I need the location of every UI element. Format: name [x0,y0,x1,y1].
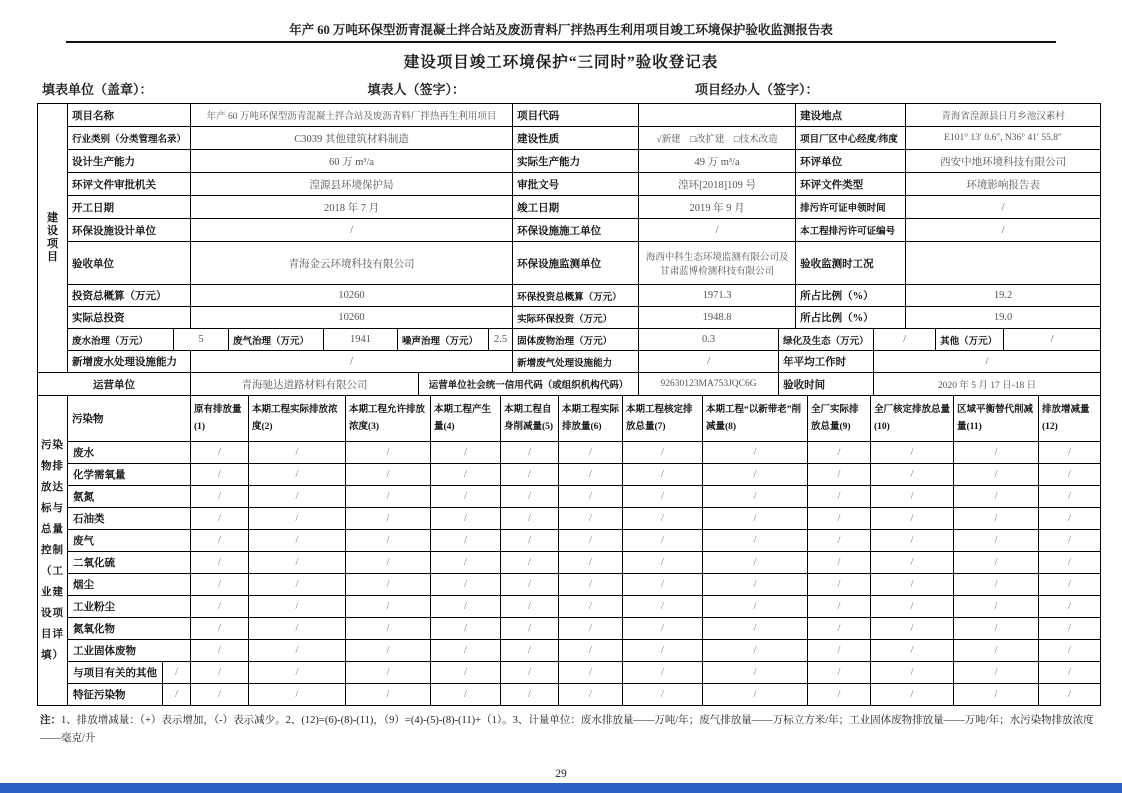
pollutant-name: 二氧化硫 [68,552,191,574]
pollutant-value: / [249,574,346,596]
field-label: 环保设施设计单位 [68,219,191,242]
field-label: 开工日期 [68,196,191,219]
pollutant-name: 废水 [68,442,191,464]
pollutant-value: / [703,618,808,640]
pollutant-value: / [431,464,501,486]
pollutant-value: / [871,442,954,464]
pollutant-value: / [703,684,808,706]
field-value: 10260 [191,285,513,307]
pollutant-value: / [871,530,954,552]
pollutant-value: / [501,464,559,486]
pollutant-value: / [808,618,871,640]
field-value: 环境影响报告表 [906,173,1101,196]
pollutant-value: / [431,530,501,552]
field-value: 1941 [324,329,398,351]
pollutant-value: / [954,640,1039,662]
pollutant-value: / [954,684,1039,706]
pollutant-value: / [1039,442,1101,464]
field-value: 10260 [191,307,513,329]
pollutant-value: / [1039,486,1101,508]
pollutant-value: / [346,486,431,508]
pollutant-column-header: 本期工程核定排放总量(7) [623,396,703,442]
field-label: 绿化及生态（万元） [779,329,874,351]
pollutant-value: / [249,464,346,486]
pollutant-value: / [346,442,431,464]
field-value: 青海驰达道路材料有限公司 [191,373,419,396]
pollutant-name: 氨氮 [68,486,191,508]
field-label: 运营单位 [38,373,191,396]
pollutant-value: / [431,442,501,464]
pollutant-value: / [703,662,808,684]
pollutant-value: / [559,684,623,706]
pollutant-value: / [1039,508,1101,530]
pollutant-sub-value: / [163,662,191,684]
pollutant-value: / [191,596,249,618]
pollutant-value: / [249,618,346,640]
field-value: / [906,196,1101,219]
field-value [639,104,796,127]
pollutant-value: / [703,486,808,508]
pollutant-value: / [871,640,954,662]
pollutant-value: / [501,684,559,706]
pollutant-value: / [559,464,623,486]
pollutant-value: / [346,640,431,662]
pollutant-value: / [1039,596,1101,618]
pollutant-value: / [501,574,559,596]
pollutant-value: / [1039,662,1101,684]
field-label: 所占比例（%） [796,307,906,329]
field-label: 环评单位 [796,150,906,173]
field-value: 2018 年 7 月 [191,196,513,219]
pollutant-value: / [871,486,954,508]
footnote [40,712,1102,748]
pollutant-value: / [191,618,249,640]
pollutant-value: / [871,552,954,574]
pollutant-value: / [871,574,954,596]
field-label: 废气治理（万元） [229,329,324,351]
report-header: 年产 60 万吨环保型沥青混凝土拌合站及废沥青料厂拌热再生利用项目竣工环境保护验收监测报告表 [66,0,1056,43]
pollutant-value: / [191,552,249,574]
field-value: C3039 其他建筑材料制造 [191,127,513,150]
field-value: 5 [174,329,229,351]
field-value: 60 万 m³/a [191,150,513,173]
pollutant-value: / [191,640,249,662]
field-value: 湟环[2018]109 号 [639,173,796,196]
pollutant-column-header: 全厂核定排放总量(10) [871,396,954,442]
field-value: / [874,329,936,351]
pollutant-value: / [559,574,623,596]
pollutant-value: / [501,596,559,618]
pollutant-value: / [249,552,346,574]
pollutant-value: / [249,486,346,508]
field-label: 验收监测时工况 [796,242,906,285]
field-label: 新增废气处理设施能力 [513,351,639,373]
pollutant-value: / [346,552,431,574]
pollutant-value: / [871,464,954,486]
pollutant-value: / [954,508,1039,530]
field-label: 环保设施施工单位 [513,219,639,242]
field-value: 湟源县环境保护局 [191,173,513,196]
field-label: 审批文号 [513,173,639,196]
field-label: 项目厂区中心经度/纬度 [796,127,906,150]
pollutant-value: / [808,442,871,464]
pollutant-value: / [623,684,703,706]
window-bottom-bar [0,783,1122,793]
pollutant-value: / [431,662,501,684]
field-label: 排污许可证申领时间 [796,196,906,219]
pollutant-value: / [191,508,249,530]
pollutant-value: / [808,530,871,552]
pollutant-value: / [249,640,346,662]
field-value: 2019 年 9 月 [639,196,796,219]
footnote-body: 1、排放增减量：（+）表示增加，（-）表示减少。2、(12)=(6)-(8)-(11)，（9）=(4)-(5)-(8)-(11)+（1）。3、计量单位：废水排放量——万吨/年；废气排放量——万标立方米/年；工业固体废物排放量——万吨/年；水污染物排放浓度——毫克/升 [40,715,1094,744]
pollutant-value: / [1039,684,1101,706]
pollutant-value: / [1039,640,1101,662]
pollutant-value: / [954,464,1039,486]
pollutant-value: / [559,596,623,618]
pollutant-value: / [703,530,808,552]
pollutant-value: / [431,486,501,508]
field-value: / [191,351,513,373]
pollutant-column-header: 本期工程自身削减量(5) [501,396,559,442]
project-section-side-label: 建 设 项 目 [38,104,68,373]
field-label: 建设性质 [513,127,639,150]
field-label: 环评文件类型 [796,173,906,196]
field-label: 验收时间 [779,373,874,396]
field-value: 1971.3 [639,285,796,307]
pollutant-value: / [501,552,559,574]
pollutant-value: / [623,464,703,486]
field-value: 西安中地环境科技有限公司 [906,150,1101,173]
pollutant-value: / [703,552,808,574]
field-label: 环保设施监测单位 [513,242,639,285]
pollutant-value: / [954,618,1039,640]
pollutant-value: / [871,662,954,684]
pollutant-value: / [559,640,623,662]
pollutant-value: / [249,596,346,618]
pollutant-value: / [559,618,623,640]
pollutant-value: / [191,442,249,464]
pollutant-value: / [703,640,808,662]
field-value: / [639,351,779,373]
pollutant-value: / [1039,464,1101,486]
pollutant-value: / [954,596,1039,618]
pollutant-value: / [623,574,703,596]
pollutant-value: / [808,662,871,684]
pollutant-name: 废气 [68,530,191,552]
pollutant-value: / [346,574,431,596]
field-value: / [191,219,513,242]
pollutant-value: / [623,486,703,508]
pollutant-column-header: 全厂实际排放总量(9) [808,396,871,442]
pollutant-value: / [249,508,346,530]
pollutant-value: / [808,574,871,596]
field-value [906,242,1101,285]
field-label: 建设地点 [796,104,906,127]
pollutant-value: / [501,508,559,530]
pollutant-value: / [346,618,431,640]
field-value: 青海省湟源县日月乡池汉素村 [906,104,1101,127]
pollutant-value: / [559,552,623,574]
pollutant-column-header: 本期工程“以新带老”削减量(8) [703,396,808,442]
pollutant-value: / [501,640,559,662]
pollutant-column-header: 本期工程实际排放浓度(2) [249,396,346,442]
signature-person-label: 填表人（签字）： [367,82,466,97]
pollutant-value: / [559,530,623,552]
pollutant-value: / [954,530,1039,552]
pollutant-column-header: 排放增减量(12) [1039,396,1101,442]
pollutant-value: / [191,684,249,706]
pollutant-value: / [431,596,501,618]
footnote-prefix: 注： [40,715,61,726]
field-label: 行业类别（分类管理名录） [68,127,191,150]
pollutant-value: / [703,596,808,618]
pollutant-value: / [808,684,871,706]
field-value: 0.3 [639,329,779,351]
pollutant-value: / [623,596,703,618]
field-label: 年平均工作时 [779,351,874,373]
pollutant-value: / [808,508,871,530]
field-value: / [1004,329,1101,351]
pollution-section-side-label: 污染 物排 放达 标与 总量 控制 （工 业建 设项 目详 填） [38,396,68,706]
pollutant-value: / [808,640,871,662]
pollutant-value: / [703,574,808,596]
pollutant-value: / [871,596,954,618]
pollutant-value: / [954,486,1039,508]
pollutant-value: / [1039,618,1101,640]
field-label: 环保投资总概算（万元） [513,285,639,307]
field-label: 固体废物治理（万元） [513,329,639,351]
field-value: / [906,219,1101,242]
pollutant-value: / [559,486,623,508]
field-value: E101° 13′ 0.6″, N36° 41′ 55.8″ [906,127,1101,150]
field-label: 所占比例（%） [796,285,906,307]
field-value: 1948.8 [639,307,796,329]
field-label: 实际环保投资（万元） [513,307,639,329]
field-label: 噪声治理（万元） [398,329,489,351]
pollutant-value: / [346,464,431,486]
pollutant-value: / [431,574,501,596]
signature-line [42,79,1105,98]
signature-handler-label: 项目经办人（签字）： [695,82,819,97]
pollutant-value: / [1039,574,1101,596]
field-value: 海西中科生态环境监测有限公司及甘肃蓝博检测科技有限公司 [639,242,796,285]
field-label: 实际生产能力 [513,150,639,173]
field-label: 运营单位社会统一信用代码（或组织机构代码） [419,373,639,396]
field-value: 2.5 [489,329,513,351]
pollutant-value: / [871,618,954,640]
field-label: 项目代码 [513,104,639,127]
field-label: 实际总投资 [68,307,191,329]
pollutant-value: / [191,530,249,552]
pollutant-value: / [559,508,623,530]
pollutant-value: / [249,530,346,552]
pollutant-table [37,395,1101,706]
pollutant-name: 工业固体废物 [68,640,191,662]
pollutant-value: / [559,662,623,684]
pollutant-value: / [703,508,808,530]
pollutant-value: / [808,596,871,618]
pollutant-column-header: 原有排放量(1) [191,396,249,442]
field-value: 青海金云环境科技有限公司 [191,242,513,285]
field-value: 19.2 [906,285,1101,307]
pollutant-name: 化学需氧量 [68,464,191,486]
pollutant-value: / [501,618,559,640]
pollutant-value: / [431,508,501,530]
pollutant-value: / [808,486,871,508]
pollutant-value: / [954,552,1039,574]
pollutant-value: / [954,442,1039,464]
field-value: 年产 60 万吨环保型沥青混凝土拌合站及废沥青料厂拌热再生利用项目 [191,104,513,127]
pollutant-value: / [346,508,431,530]
pollutant-column-header: 本期工程实际排放量(6) [559,396,623,442]
pollutant-name: 与项目有关的其他 [68,662,163,684]
pollutant-value: / [346,662,431,684]
field-value: / [874,351,1101,373]
pollutant-value: / [703,442,808,464]
pollutant-value: / [703,464,808,486]
signature-unit-label: 填表单位（盖章）： [42,82,153,97]
pollutant-value: / [431,640,501,662]
pollutant-value: / [501,486,559,508]
pollutant-value: / [501,662,559,684]
field-label: 环评文件审批机关 [68,173,191,196]
page-number: 29 [555,767,567,780]
pollutant-value: / [871,508,954,530]
pollutant-value: / [346,596,431,618]
pollutant-value: / [1039,530,1101,552]
pollutant-value: / [623,662,703,684]
pollutant-column-header: 区域平衡替代削减量(11) [954,396,1039,442]
pollutant-value: / [191,486,249,508]
pollutant-value: / [808,552,871,574]
field-label: 废水治理（万元） [68,329,174,351]
pollutant-value: / [346,530,431,552]
pollutant-name: 烟尘 [68,574,191,596]
field-value: 49 万 m³/a [639,150,796,173]
field-value: √新建 □改扩建 □技术改造 [639,127,796,150]
pollutant-value: / [431,684,501,706]
pollutant-name: 工业粉尘 [68,596,191,618]
pollutant-value: / [623,530,703,552]
pollutant-value: / [623,552,703,574]
field-label: 验收单位 [68,242,191,285]
field-label: 竣工日期 [513,196,639,219]
field-value: 92630123MA753JQC6G [639,373,779,396]
project-info-table [37,103,1101,396]
pollutant-value: / [808,464,871,486]
form-title: 建设项目竣工环境保护“三同时”验收登记表 [403,54,719,71]
pollutant-value: / [249,684,346,706]
pollutant-value: / [501,530,559,552]
field-label: 其他（万元） [936,329,1004,351]
field-value: / [639,219,796,242]
pollutant-value: / [559,442,623,464]
pollutant-value: / [623,640,703,662]
pollutant-name: 特征污染物 [68,684,163,706]
pollutant-value: / [623,508,703,530]
field-label: 项目名称 [68,104,191,127]
pollutant-value: / [623,618,703,640]
field-label: 投资总概算（万元） [68,285,191,307]
pollutant-column-header: 污染物 [68,396,191,442]
field-label: 新增废水处理设施能力 [68,351,191,373]
pollutant-value: / [431,552,501,574]
pollutant-column-header: 本期工程产生量(4) [431,396,501,442]
pollutant-value: / [501,442,559,464]
pollutant-value: / [191,464,249,486]
field-label: 本工程排污许可证编号 [796,219,906,242]
pollutant-name: 石油类 [68,508,191,530]
pollutant-sub-value: / [163,684,191,706]
pollutant-value: / [249,442,346,464]
pollutant-value: / [954,574,1039,596]
pollutant-value: / [1039,552,1101,574]
field-label: 设计生产能力 [68,150,191,173]
field-value: 19.0 [906,307,1101,329]
pollutant-value: / [623,442,703,464]
pollutant-value: / [346,684,431,706]
pollutant-column-header: 本期工程允许排放浓度(3) [346,396,431,442]
pollutant-value: / [871,684,954,706]
pollutant-value: / [191,662,249,684]
pollutant-name: 氮氧化物 [68,618,191,640]
pollutant-value: / [431,618,501,640]
field-value: 2020 年 5 月 17 日-18 日 [874,373,1101,396]
pollutant-value: / [249,662,346,684]
pollutant-value: / [191,574,249,596]
pollutant-value: / [954,662,1039,684]
